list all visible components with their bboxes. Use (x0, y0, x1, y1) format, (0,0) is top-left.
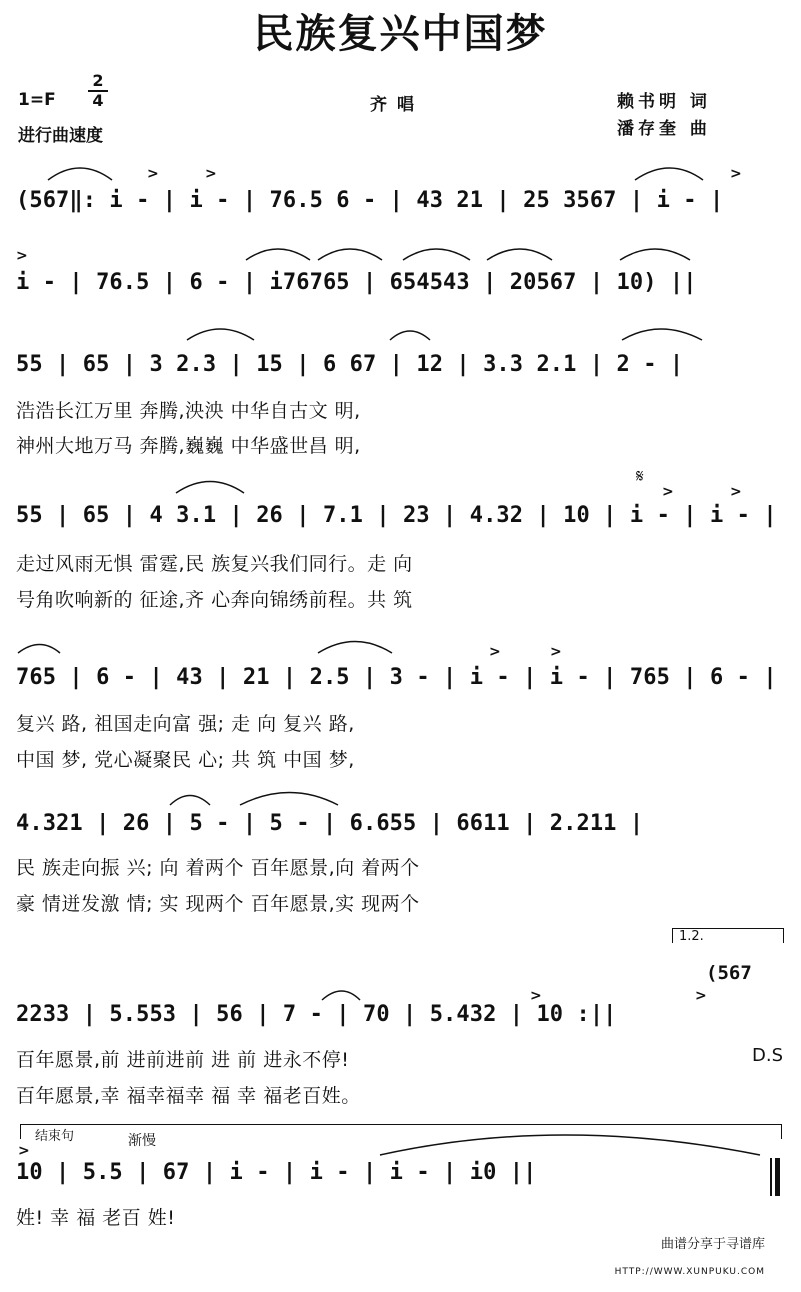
slur-marks (18, 168, 760, 1155)
lyric-line-7-verse-1: 百年愿景,前 进前进前 进 前 进永不停! (16, 1049, 350, 1071)
ending-label: 结束句 (35, 1129, 75, 1144)
lyric-line-5-verse-2: 中国 梦, 党心凝聚民 心; 共 筑 中国 梦, (16, 749, 355, 771)
svg-text:>: > (730, 166, 742, 182)
lyric-line-8: 姓! 幸 福 老百 姓! (16, 1207, 176, 1229)
lyric-line-3-verse-2: 神州大地万马 奔腾,巍巍 中华盛世昌 明, (16, 435, 361, 457)
svg-text:>: > (730, 484, 742, 500)
lyric-line-6-verse-2: 豪 情迸发激 情; 实 现两个 百年愿景,实 现两个 (16, 893, 420, 915)
svg-text:>: > (18, 1143, 30, 1159)
lyric-line-7-verse-2: 百年愿景,幸 福幸福幸 福 幸 福老百姓。 (16, 1085, 361, 1107)
lyric-line-6-verse-1: 民 族走向振 兴; 向 着两个 百年愿景,向 着两个 (16, 857, 420, 879)
tempo-marking: 进行曲速度 (18, 126, 103, 146)
svg-text:>: > (147, 166, 159, 182)
composer-credit: 潘存奎 曲 (617, 119, 711, 139)
ritardando-marking: 渐慢 (128, 1133, 156, 1149)
dal-segno-marking: D.S (752, 1045, 784, 1066)
notation-line-1: (567‖: i - | i - | 76.5 6 - | 43 21 | 25 3567 | i - | (16, 188, 724, 213)
lyric-line-3-verse-1: 浩浩长江万里 奔腾,泱泱 中华自古文 明, (16, 400, 361, 422)
notation-line-7: 2233 | 5.553 | 56 | 7 - | 70 | 5.432 | 10 :|| (16, 1002, 617, 1027)
lyric-line-5-verse-1: 复兴 路, 祖国走向富 强; 走 向 复兴 路, (16, 713, 355, 735)
svg-text:>: > (550, 644, 562, 660)
svg-text:>: > (205, 166, 217, 182)
lyric-line-4-verse-2: 号角吹响新的 征途,齐 心奔向锦绣前程。共 筑 (16, 589, 413, 611)
time-signature (88, 72, 108, 110)
svg-text:>: > (489, 644, 501, 660)
performance-style: 齐唱 (370, 95, 424, 115)
notation-line-3: 55 | 65 | 3 2.3 | 15 | 6 67 | 12 | 3.3 2.1 | 2 - | (16, 352, 684, 377)
final-barline (770, 1158, 780, 1196)
watermark-site: 曲谱分享于寻谱库 (660, 1237, 765, 1252)
notation-line-5: 765 | 6 - | 43 | 21 | 2.5 | 3 - | i - | i - | 765 | 6 - | (16, 665, 777, 690)
time-signature-top: 2 (88, 72, 108, 92)
notation-line-2: i - | 76.5 | 6 - | i76765 | 654543 | 20567 | 10) || (16, 270, 697, 295)
volta-pickup-notes: (567 (706, 962, 752, 984)
svg-text:>: > (662, 484, 674, 500)
notation-marks (0, 150, 801, 1230)
watermark (615, 1218, 765, 1292)
notation-line-6: 4.321 | 26 | 5 - | 5 - | 6.655 | 6611 | 2.211 | (16, 811, 644, 836)
segno-sign: 𝄋 (636, 466, 644, 487)
time-signature-bottom: 4 (92, 91, 104, 110)
key-signature: 1=F (18, 90, 56, 110)
notation-line-8: 10 | 5.5 | 67 | i - | i - | i - | i0 || (16, 1160, 537, 1185)
song-title: 民族复兴中国梦 (253, 11, 548, 57)
volta-label: 1.2. (679, 929, 704, 944)
accent-marks (16, 166, 742, 1159)
lyricist-credit: 赖书明 词 (617, 92, 711, 112)
svg-text:>: > (16, 248, 28, 264)
notation-line-4: 55 | 65 | 4 3.1 | 26 | 7.1 | 23 | 4.32 | 10 | i - | i - | (16, 503, 777, 528)
lyric-line-4-verse-1: 走过风雨无惧 雷霆,民 族复兴我们同行。走 向 (16, 553, 413, 575)
watermark-url: HTTP://WWW.XUNPUKU.COM (614, 1267, 765, 1277)
svg-text:>: > (695, 988, 707, 1004)
svg-text:>: > (530, 988, 542, 1004)
